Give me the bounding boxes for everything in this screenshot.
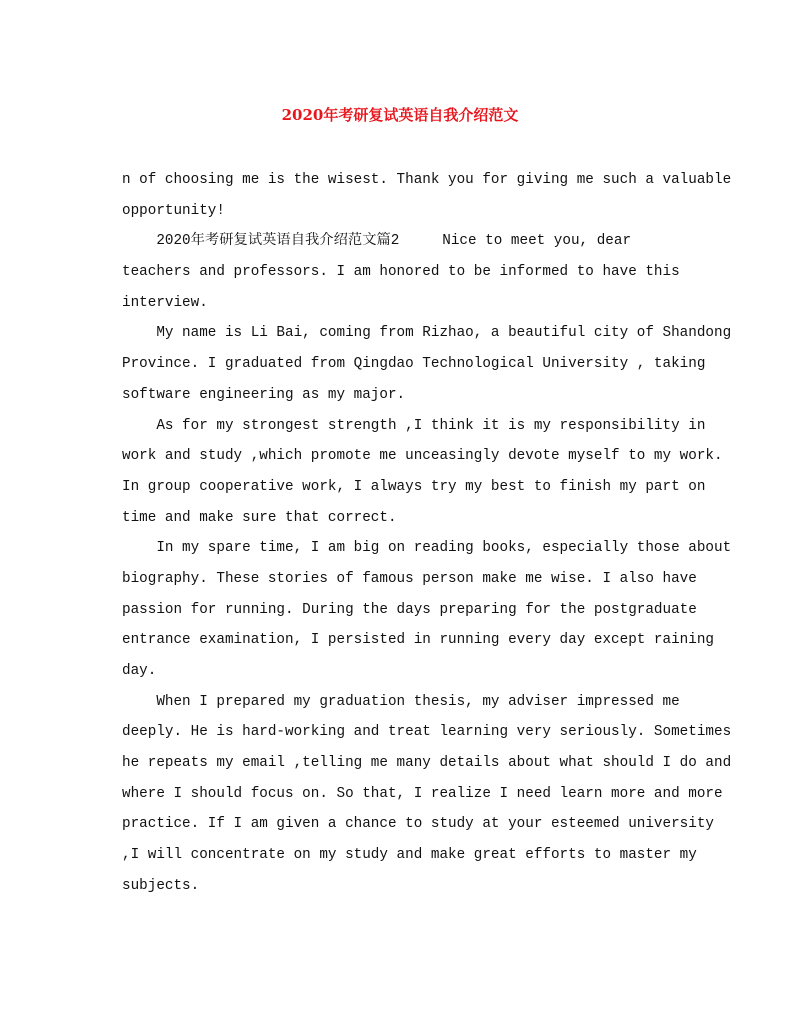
body-line: Province. I graduated from Qingdao Technological University , taking — [122, 356, 706, 373]
body-line: subjects. — [122, 877, 200, 894]
body-line: where I should focus on. So that, I realize I need learn more and more — [122, 785, 723, 802]
body-line: work and study ,which promote me unceasingly devote myself to my work. — [122, 448, 723, 465]
body-line: n of choosing me is the wisest. Thank you for giving me such a valuable — [122, 172, 732, 188]
body-line: ,I will concentrate on my study and make great efforts to master my — [122, 847, 697, 864]
body-line: software engineering as my major. — [122, 386, 406, 403]
body-line: My name is Li Bai, coming from Rizhao, a beautiful city of Shandong — [122, 325, 732, 342]
body-line: he repeats my email ,telling me many details about what should I do and — [122, 755, 732, 772]
body-line: passion for running. During the days preparing for the postgraduate — [122, 601, 697, 618]
body-line: opportunity! — [122, 202, 225, 219]
body-line: time and make sure that correct. — [122, 509, 397, 526]
body-line: teachers and professors. I am honored to be informed to have this — [122, 264, 680, 281]
body-line: practice. If I am given a chance to study at your esteemed university — [122, 816, 714, 833]
body-line: entrance examination, I persisted in running every day except raining — [122, 632, 714, 649]
body-line: 2020年考研复试英语自我介绍范文篇2 Nice to meet you, dear — [122, 233, 632, 250]
body-line: As for my strongest strength ,I think it is my responsibility in — [122, 417, 706, 434]
body-line: In group cooperative work, I always try my best to finish my part on — [122, 478, 706, 495]
document-title: 2020年考研复试英语自我介绍范文 — [281, 106, 519, 124]
body-line: In my spare time, I am big on reading books, especially those about — [122, 540, 732, 557]
body-line: deeply. He is hard-working and treat learning very seriously. Sometimes — [122, 724, 732, 741]
body-line: interview. — [122, 294, 208, 311]
document-body — [122, 165, 732, 902]
body-line: biography. These stories of famous person make me wise. I also have — [122, 570, 697, 587]
body-line: day. — [122, 663, 157, 679]
body-line: When I prepared my graduation thesis, my adviser impressed me — [122, 693, 680, 710]
